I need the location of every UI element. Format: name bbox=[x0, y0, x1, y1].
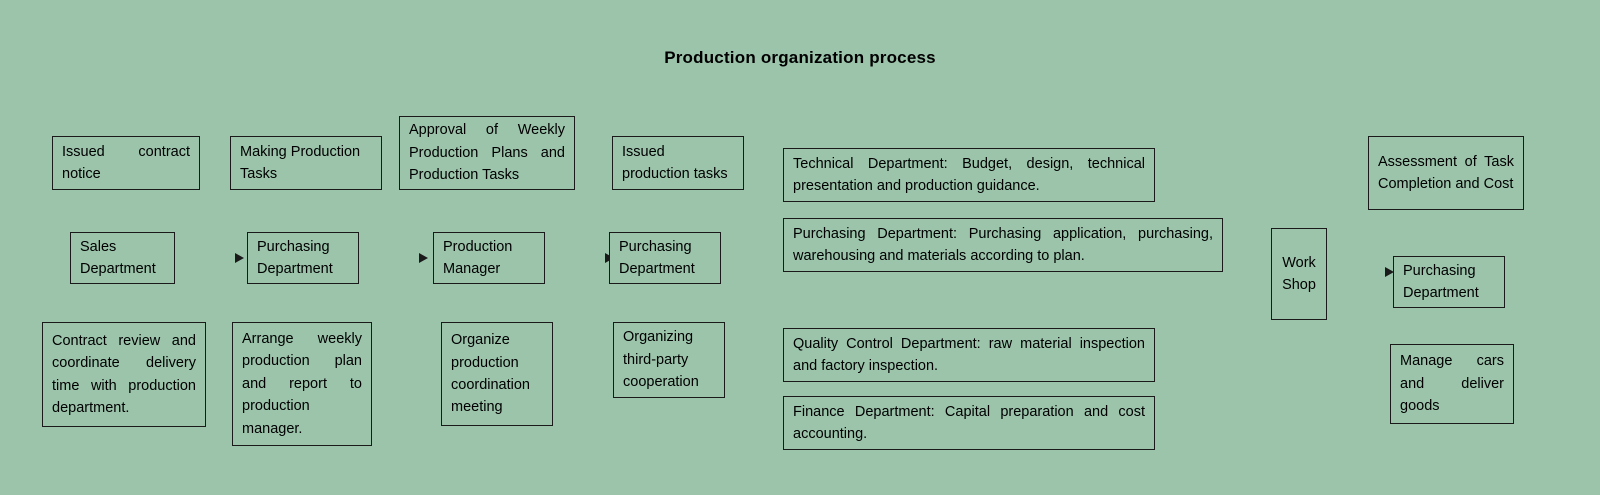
node-contract-review: Contract review and coordinate delivery time with production department. bbox=[42, 322, 206, 427]
connector-purchasing2-to-thirdparty bbox=[0, 285, 1, 323]
node-purchasing-department-1: Purchasing Department bbox=[247, 232, 359, 284]
node-technical-department: Technical Department: Budget, design, technical presentation and production guidance. bbox=[783, 148, 1155, 202]
node-assessment-task-cost: Assessment of Task Completion and Cost bbox=[1368, 136, 1524, 210]
node-approval-weekly-plans: Approval of Weekly Production Plans and Production Tasks bbox=[399, 116, 575, 190]
node-work-shop: Work Shop bbox=[1271, 228, 1327, 320]
arrowhead-sales-to-purchasing1 bbox=[235, 253, 244, 263]
node-issued-contract-notice: Issued contract notice bbox=[52, 136, 200, 190]
node-quality-control-department: Quality Control Department: raw material inspection and factory inspection. bbox=[783, 328, 1155, 382]
node-organize-coordination-meeting: Organize production coordination meeting bbox=[441, 322, 553, 426]
connector-manager-to-purchasing2 bbox=[0, 242, 62, 243]
node-finance-department: Finance Department: Capital preparation and cost accounting. bbox=[783, 396, 1155, 450]
node-sales-department: Sales Department bbox=[70, 232, 175, 284]
connector-manager-to-meeting bbox=[0, 204, 1, 242]
node-manage-cars-deliver: Manage cars and deliver goods bbox=[1390, 344, 1514, 424]
connector-branch-up-technical bbox=[0, 324, 1, 397]
connector-sales-to-purchasing1 bbox=[0, 80, 62, 81]
node-arrange-weekly-plan: Arrange weekly production plan and report to production manager. bbox=[232, 322, 372, 446]
connector-branch-down-quality bbox=[0, 400, 1, 495]
node-issued-production-tasks: Issued production tasks bbox=[612, 136, 744, 190]
node-purchasing-department-3: Purchasing Department bbox=[1393, 256, 1505, 308]
node-making-production-tasks: Making Production Tasks bbox=[230, 136, 382, 190]
connector-making-to-purchasing1 bbox=[0, 81, 1, 123]
connector-approval-to-manager bbox=[0, 162, 1, 204]
page-title: Production organization process bbox=[664, 48, 936, 67]
connector-purchasing1-to-arrange bbox=[0, 123, 1, 161]
connector-notice-to-sales bbox=[0, 0, 1, 42]
node-purchasing-department-detail: Purchasing Department: Purchasing application, purchasing, warehousing and materials according to plan. bbox=[783, 218, 1223, 272]
connector-issuedtasks-to-purchasing2 bbox=[0, 243, 1, 285]
connector-purchasing2-branch-top bbox=[0, 323, 28, 324]
arrowhead-purchasing1-to-manager bbox=[419, 253, 428, 263]
node-production-manager: Production Manager bbox=[433, 232, 545, 284]
node-organizing-third-party: Organizing third-party cooperation bbox=[613, 322, 725, 398]
node-purchasing-department-2: Purchasing Department bbox=[609, 232, 721, 284]
